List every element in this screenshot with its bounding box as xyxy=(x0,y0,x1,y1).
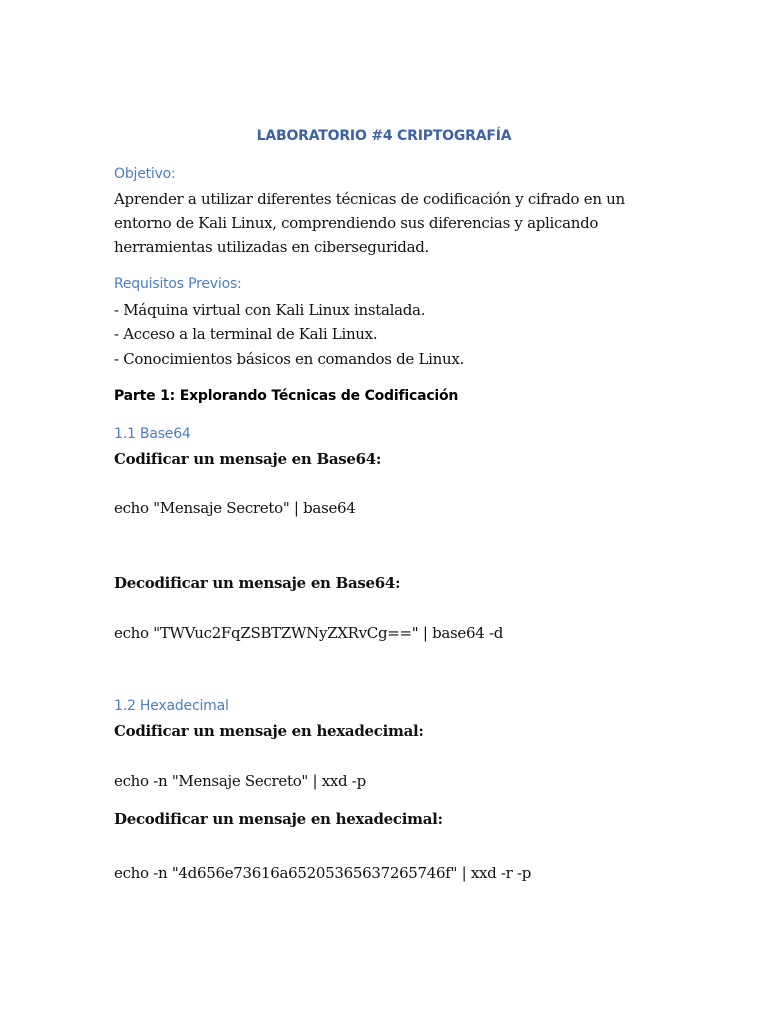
requisito-item-2: - Acceso a la terminal de Kali Linux. xyxy=(114,325,378,343)
hex-decode-command: echo -n "4d656e73616a65205365637265746f" | xxd -r -p xyxy=(114,864,532,882)
hex-decode-label: Decodificar un mensaje en hexadecimal: xyxy=(114,810,443,828)
hex-heading: 1.2 Hexadecimal xyxy=(114,698,229,714)
base64-heading: 1.1 Base64 xyxy=(114,426,191,442)
hex-encode-command: echo -n "Mensaje Secreto" | xxd -p xyxy=(114,772,366,790)
requisitos-heading: Requisitos Previos: xyxy=(114,276,242,292)
base64-encode-label: Codificar un mensaje en Base64: xyxy=(114,450,382,468)
document-title: LABORATORIO #4 CRIPTOGRAFÍA xyxy=(256,128,512,144)
objetivo-heading: Objetivo: xyxy=(114,166,176,182)
parte-1-heading: Parte 1: Explorando Técnicas de Codificación xyxy=(114,388,459,404)
base64-decode-label: Decodificar un mensaje en Base64: xyxy=(114,574,401,592)
objetivo-line-2: entorno de Kali Linux, comprendiendo sus diferencias y aplicando xyxy=(114,214,599,232)
requisito-item-1: - Máquina virtual con Kali Linux instalada. xyxy=(114,301,426,319)
base64-decode-command: echo "TWVuc2FqZSBTZWNyZXRvCg==" | base64 -d xyxy=(114,624,504,642)
objetivo-line-3: herramientas utilizadas en ciberseguridad. xyxy=(114,238,430,256)
requisito-item-3: - Conocimientos básicos en comandos de Linux. xyxy=(114,350,464,368)
objetivo-line-1: Aprender a utilizar diferentes técnicas de codificación y cifrado en un xyxy=(114,190,625,208)
hex-encode-label: Codificar un mensaje en hexadecimal: xyxy=(114,722,424,740)
base64-encode-command: echo "Mensaje Secreto" | base64 xyxy=(114,499,356,517)
